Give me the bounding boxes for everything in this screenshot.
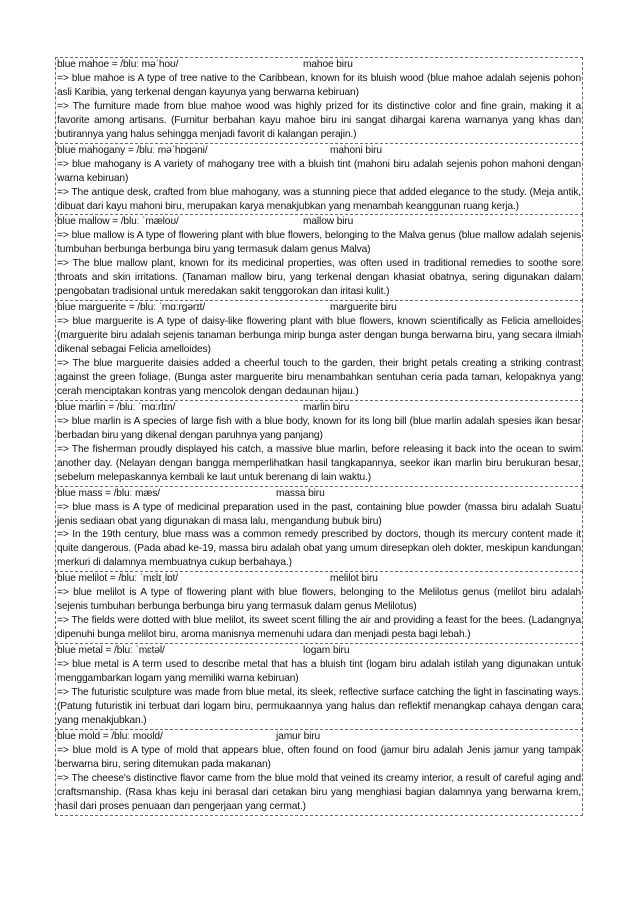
example: => The blue marguerite daisies added a cheerful touch to the garden, their bright petals creating a striking contrast against the green foliage. (Bunga aster marguerite biru menambahkan sentuhan ceria pada taman, kelopaknya yang cerah menciptakan kontras yang mencolok dengan dedaunan hijau.) <box>57 358 581 397</box>
dictionary-entry <box>55 643 583 730</box>
dictionary-entry <box>55 729 583 816</box>
definition: => blue marguerite is A type of daisy-like flowering plant with blue flowers, known scientifically as Felicia amelloides (marguerite biru adalah sejenis tanaman berbunga mirip bunga aster dengan bunga berwarna biru, yang secara ilmiah dikenal sebagai Felicia amelloides) <box>57 316 581 356</box>
translation: marlin biru <box>303 401 350 413</box>
translation: massa biru <box>276 487 325 499</box>
definition: => blue mass is A type of medicinal preparation used in the past, containing blue powder (massa biru adalah Suatu jenis sediaan obat yang digunakan di masa lalu, mengandung bubuk biru) <box>57 501 581 527</box>
example: => The fisherman proudly displayed his catch, a massive blue marlin, before releasing it back into the ocean to swim another day. (Nelayan dengan bangga memperlihatkan hasil tangkapannya, seekor ikan marlin biru berukuran besar, sebelum melepaskannya kembali ke laut untuk berenang di lain waktu.) <box>57 443 581 483</box>
dictionary-entry <box>55 143 583 216</box>
definition: => blue mold is A type of mold that appears blue, often found on food (jamur biru adalah Jenis jamur yang tampak berwarna biru, sering ditemukan pada makanan) <box>57 744 581 770</box>
entry-headline <box>57 487 581 501</box>
translation: melilot biru <box>330 573 378 585</box>
entry-headline <box>57 215 581 229</box>
dictionary-entry <box>55 400 583 487</box>
example: => The antique desk, crafted from blue mahogany, was a stunning piece that added elegance to the study. (Meja antik, dibuat dari kayu mahoni biru, merupakan karya menakjubkan yang menambah keanggunan ruang kerja.) <box>57 186 581 212</box>
dictionary-entry <box>55 486 583 573</box>
example: => The futuristic sculpture was made from blue metal, its sleek, reflective surface catching the light in fascinating ways. (Patung futuristik ini terbuat dari logam biru, permukaannya yang halus dan reflektif menangkap cahaya dengan cara yang menakjubkan.) <box>57 686 581 726</box>
entry-headline <box>57 301 581 315</box>
example: => The fields were dotted with blue melilot, its sweet scent filling the air and providing a feast for the bees. (Ladangnya dipenuhi bunga melilot biru, aroma manisnya memenuhi udara dan menjadi pesta bagi lebah.) <box>57 615 581 641</box>
headword: blue metal = /bluː ˈmɛtəl/ <box>57 645 165 657</box>
headword: blue marlin = /bluː ˈmɑːrlɪn/ <box>57 401 176 413</box>
entry-headline <box>57 572 581 586</box>
example: => The blue mallow plant, known for its medicinal properties, was often used in traditional remedies to soothe sore throats and skin irritations. (Tanaman mallow biru, yang terkenal dengan khasiat obatnya, sering digunakan dalam pengobatan tradisional untuk meredakan sakit tenggorokan dan iritasi kulit.) <box>57 258 581 298</box>
definition: => blue mahoe is A type of tree native to the Caribbean, known for its bluish wood (blue mahoe adalah sejenis pohon asli Karibia, yang terkenal dengan kayunya yang berwarna kebiruan) <box>57 72 581 98</box>
definition: => blue marlin is A species of large fish with a blue body, known for its long bill (blue marlin adalah spesies ikan besar berbadan biru yang dikenal dengan paruhnya yang panjang) <box>57 415 581 441</box>
dictionary-entry <box>55 57 583 144</box>
example: => The furniture made from blue mahoe wood was highly prized for its distinctive color and fine grain, making it a favorite among artisans. (Furnitur berbahan kayu mahoe biru ini sangat dihargai karena warnanya yang khas dan butirannya yang halus sehingga menjadi favorit di kalangan perajin.) <box>57 100 581 140</box>
definition: => blue mallow is A type of flowering plant with blue flowers, belonging to the Malva genus (blue mallow adalah sejenis tumbuhan berbunga berbunga biru yang termasuk dalam genus Malva) <box>57 230 581 256</box>
dictionary-entry <box>55 571 583 644</box>
headword: blue mahogany = /bluː məˈhɒɡəni/ <box>57 144 208 156</box>
dictionary-entry <box>55 214 583 301</box>
entry-headline <box>57 144 581 158</box>
translation: mahoni biru <box>330 144 382 156</box>
headword: blue mallow = /bluː ˈmæloʊ/ <box>57 216 179 228</box>
entry-headline <box>57 401 581 415</box>
entry-headline <box>57 644 581 658</box>
example: => In the 19th century, blue mass was a common remedy prescribed by doctors, though its mercury content made it quite dangerous. (Pada abad ke-19, massa biru adalah obat yang umum diresepkan oleh dokter, meskipun kandungan merkuri di dalamnya membuatnya cukup berbahaya.) <box>57 529 581 569</box>
definition: => blue metal is A term used to describe metal that has a bluish tint (logam biru adalah istilah yang digunakan untuk menggambarkan logam yang memiliki warna kebiruan) <box>57 659 581 684</box>
translation: jamur biru <box>276 730 321 742</box>
dictionary-entry <box>55 300 583 401</box>
example: => The cheese's distinctive flavor came from the blue mold that veined its creamy interior, a result of careful aging and craftsmanship. (Rasa khas keju ini berasal dari cetakan biru yang menghiasi bagian dalamnya yang berwarna krem, hasil dari proses penuaan dan pengerjaan yang cermat.) <box>57 772 581 812</box>
translation: logam biru <box>303 645 350 657</box>
headword: blue mold = /bluː moʊld/ <box>57 730 163 742</box>
headword: blue marguerite = /bluː ˈmɑːrɡərɪt/ <box>57 302 206 314</box>
entry-headline <box>57 58 581 72</box>
translation: mallow biru <box>303 216 354 228</box>
document-page <box>55 58 583 816</box>
headword: blue mass = /bluː mæs/ <box>57 487 160 499</box>
definition: => blue mahogany is A variety of mahogany tree with a bluish tint (mahoni biru adalah sejenis pohon mahoni dengan warna kebiruan) <box>57 158 581 184</box>
headword: blue melilot = /bluː ˈmɛlɪˌlɒt/ <box>57 573 178 585</box>
definition: => blue melilot is A type of flowering plant with blue flowers, belonging to the Melilotus genus (melilot biru adalah sejenis tumbuhan berbunga berbunga biru yang termasuk dalam genus Melilotus) <box>57 587 581 613</box>
translation: mahoe biru <box>303 59 353 70</box>
entry-headline <box>57 730 581 744</box>
headword: blue mahoe = /bluː məˈhoʊ/ <box>57 59 179 70</box>
translation: marguerite biru <box>330 302 397 314</box>
